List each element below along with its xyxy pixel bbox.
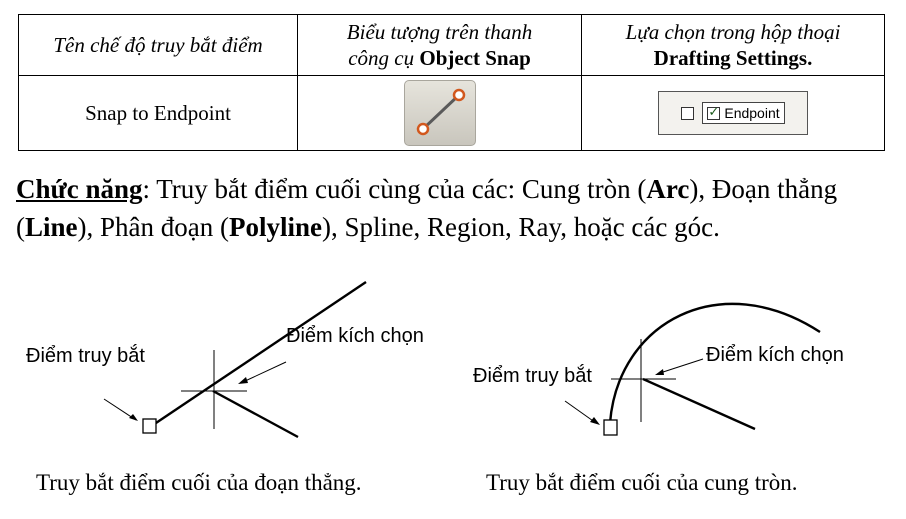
mode-name-cell: Snap to Endpoint (19, 76, 298, 151)
description-label: Chức năng (16, 174, 143, 204)
arrow-head (590, 417, 600, 425)
line-endpoint-figure (26, 282, 424, 437)
table-row (19, 76, 885, 151)
endpoint-checkbox-label: Endpoint (724, 105, 780, 121)
endpoint-snap-button[interactable] (404, 80, 476, 146)
arrow-head (238, 377, 248, 384)
left-figure-caption: Truy bắt điểm cuối của đoạn thẳng. (36, 470, 362, 495)
right-figure-caption: Truy bắt điểm cuối của cung tròn. (486, 470, 798, 495)
arrow-head (655, 369, 664, 375)
snap-illustrations (0, 262, 906, 472)
function-description: Chức năng: Truy bắt điểm cuối cùng của các: Cung tròn (Arc), Đoạn thẳng (Line), Phân đoạn (Polyline), Spline, Region, Ray, hoặc các góc. (16, 174, 838, 242)
dialog-option-cell (582, 76, 885, 151)
right-snap-point-label: Điểm truy bắt (473, 365, 592, 387)
snap-marker (143, 419, 156, 433)
arrow-head (129, 414, 138, 421)
arrow-to-snap-point (565, 401, 596, 423)
right-pick-point-label: Điểm kích chọn (706, 344, 844, 366)
line-segment (150, 282, 366, 427)
endpoint-checkbox[interactable] (707, 107, 720, 120)
drafting-settings-option (658, 91, 808, 135)
line-segment-2 (213, 391, 298, 437)
endpoint-snap-icon (405, 81, 475, 145)
left-snap-point-label: Điểm truy bắt (26, 345, 145, 367)
arc-line (643, 379, 755, 429)
endpoint-symbol-checkbox[interactable] (681, 107, 694, 120)
arc-endpoint-figure (473, 304, 844, 435)
header-dialog-option: Lựa chọn trong hộp thoại Drafting Settings. (582, 15, 885, 76)
header-mode-name: Tên chế độ truy bắt điểm (19, 15, 298, 76)
endpoint-option[interactable] (702, 102, 784, 124)
snap-marker (604, 420, 617, 435)
toolbar-icon-cell (298, 76, 582, 151)
arrow-to-pick-point (660, 359, 703, 373)
header-toolbar-icon: Biểu tượng trên thanh công cụ Object Snap (298, 15, 582, 76)
snap-mode-table (18, 14, 885, 151)
left-pick-point-label: Điểm kích chọn (286, 325, 424, 347)
table-header-row (19, 15, 885, 76)
arrow-to-pick-point (243, 362, 286, 382)
